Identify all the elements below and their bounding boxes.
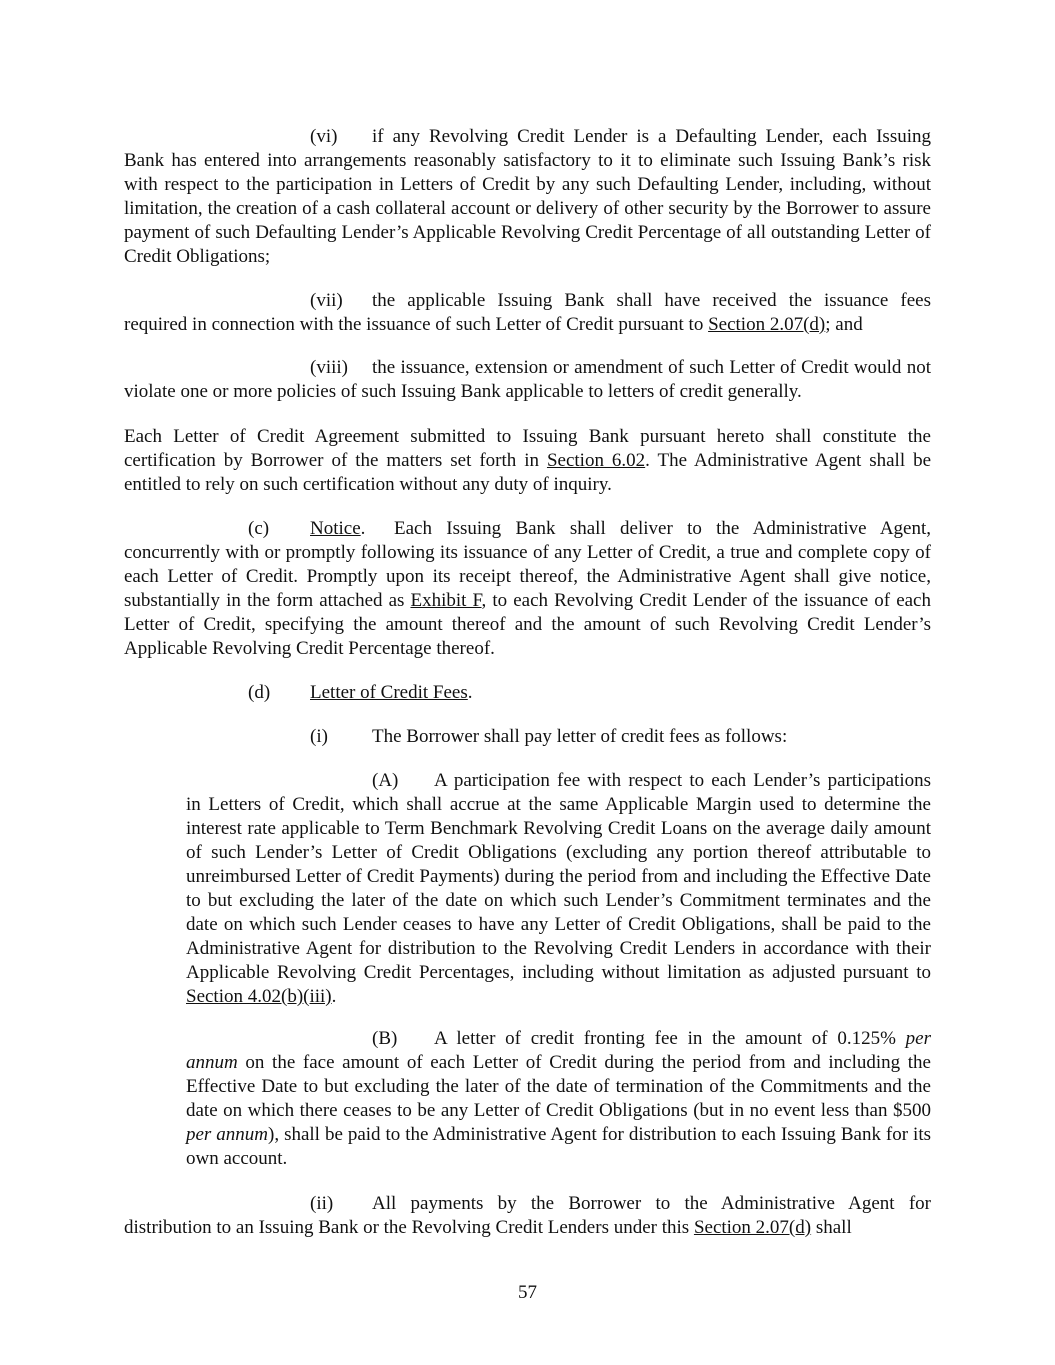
clause-d-ii-label: (ii) [310, 1193, 334, 1214]
clause-d-ii [124, 1192, 931, 1240]
clause-d-label: (d) [248, 682, 271, 703]
clause-vii-label: (vii) [310, 290, 343, 311]
clause-B [186, 1027, 931, 1171]
section-4-02-b-iii-link[interactable]: Section 4.02(b)(iii) [186, 986, 332, 1007]
clause-d-i [124, 725, 931, 749]
clause-vi-label: (vi) [310, 126, 338, 147]
clause-d-i-label: (i) [310, 726, 328, 747]
certification-text: Each Letter of Credit Agreement submitted to Issuing Bank pursuant hereto shall constitute the certification by Borrower of the matters set forth in [124, 426, 931, 471]
notice-heading: Notice [310, 518, 361, 539]
lc-fees-heading: Letter of Credit Fees [310, 682, 468, 703]
clause-B-text-2: on the face amount of each Letter of Credit during the period from and including the Effective Date to but excluding the later of the date of termination of the Commitments and the date on which there ceases to be any Letter of Credit Obligations (but in no event less than $500 [186, 1052, 931, 1121]
clause-vi [124, 125, 931, 269]
certification-text-end: . The Administrative Agent shall be entitled to rely on such certification without any duty of inquiry. [124, 450, 931, 495]
clause-c-text: Each Issuing Bank shall deliver to the Administrative Agent, concurrently with or promptly following its issuance of any Letter of Credit, a true and complete copy of each Letter of Credit. Promptly upon its receipt thereof, the Administrative Agent shall give notice, substantially in the form attached as [124, 518, 932, 611]
clause-d-ii-text-end: shall [811, 1217, 852, 1238]
clause-vii-text-end: ; and [825, 314, 863, 335]
notice-heading-punct: . [360, 518, 366, 539]
section-6-02-link[interactable]: Section 6.02 [546, 450, 646, 471]
clause-A-text-end: . [331, 986, 337, 1007]
clause-vii [124, 289, 931, 337]
clause-c-notice [124, 517, 931, 661]
section-2-07d-link[interactable]: Section 2.07(d) [708, 314, 826, 335]
clause-d-i-text: The Borrower shall pay letter of credit fees as follows: [372, 726, 788, 747]
clause-d-heading [124, 681, 931, 705]
section-2-07d-link-2[interactable]: Section 2.07(d) [693, 1217, 812, 1238]
clause-viii-label: (viii) [310, 357, 348, 378]
clause-B-italic-1: per annum [186, 1028, 931, 1073]
clause-viii-text: the issuance, extension or amendment of such Letter of Credit would not violate one or more policies of such Issuing Bank applicable to letters of credit generally. [124, 357, 931, 402]
clause-A-text: A participation fee with respect to each Lender’s participations in Letters of Credit, which shall accrue at the same Applicable Margin used to determine the interest rate applicable to Term Benchmark Revolving Credit Loans on the average daily amount of such Lender’s Letter of Credit Obligations (excluding any portion thereof attributable to unreimbursed Letter of Credit Payments) during the period from and including the Effective Date to but excluding the later of the date on which such Lender’s Commitment terminates and the date on which such Lender ceases to have any Letter of Credit Obligations, shall be paid to the Administrative Agent for distribution to the Revolving Credit Lenders in accordance with their Applicable Revolving Credit Percentages, including without limitation as adjusted pursuant to [186, 770, 931, 983]
lc-fees-heading-punct: . [467, 682, 473, 703]
page-number: 57 [518, 1282, 537, 1303]
clause-A-label: (A) [372, 770, 399, 791]
clause-c-label: (c) [248, 518, 270, 539]
clause-c-text-end: , to each Revolving Credit Lender of the issuance of each Letter of Credit, specifying the amount thereof and the amount of such Revolving Credit Lender’s Applicable Revolving Credit Percentage thereof. [124, 590, 931, 659]
clause-A [186, 769, 931, 1009]
clause-vii-text: the applicable Issuing Bank shall have received the issuance fees required in connection with the issuance of such Letter of Credit pursuant to [124, 290, 931, 335]
certification-paragraph [124, 425, 931, 497]
clause-B-italic-2: per annum [186, 1124, 269, 1145]
exhibit-f-link[interactable]: Exhibit F [410, 590, 482, 611]
clause-B-label: (B) [372, 1028, 398, 1049]
clause-viii [124, 356, 931, 404]
clause-vi-text: if any Revolving Credit Lender is a Defaulting Lender, each Issuing Bank has entered into arrangements reasonably satisfactory to it to eliminate such Issuing Bank’s risk with respect to the participation in Letters of Credit by any such Defaulting Lender, including, without limitation, the creation of a cash collateral account or delivery of other security by the Borrower to assure payment of such Defaulting Lender’s Applicable Revolving Credit Percentage of all outstanding Letter of Credit Obligations; [124, 126, 931, 267]
clause-B-text-3: ), shall be paid to the Administrative Agent for distribution to each Issuing Bank for its own account. [186, 1124, 931, 1169]
clause-B-text-1: A letter of credit fronting fee in the amount of 0.125% [434, 1028, 906, 1049]
clause-d-ii-text: All payments by the Borrower to the Administrative Agent for distribution to an Issuing Bank or the Revolving Credit Lenders under this [124, 1193, 931, 1238]
